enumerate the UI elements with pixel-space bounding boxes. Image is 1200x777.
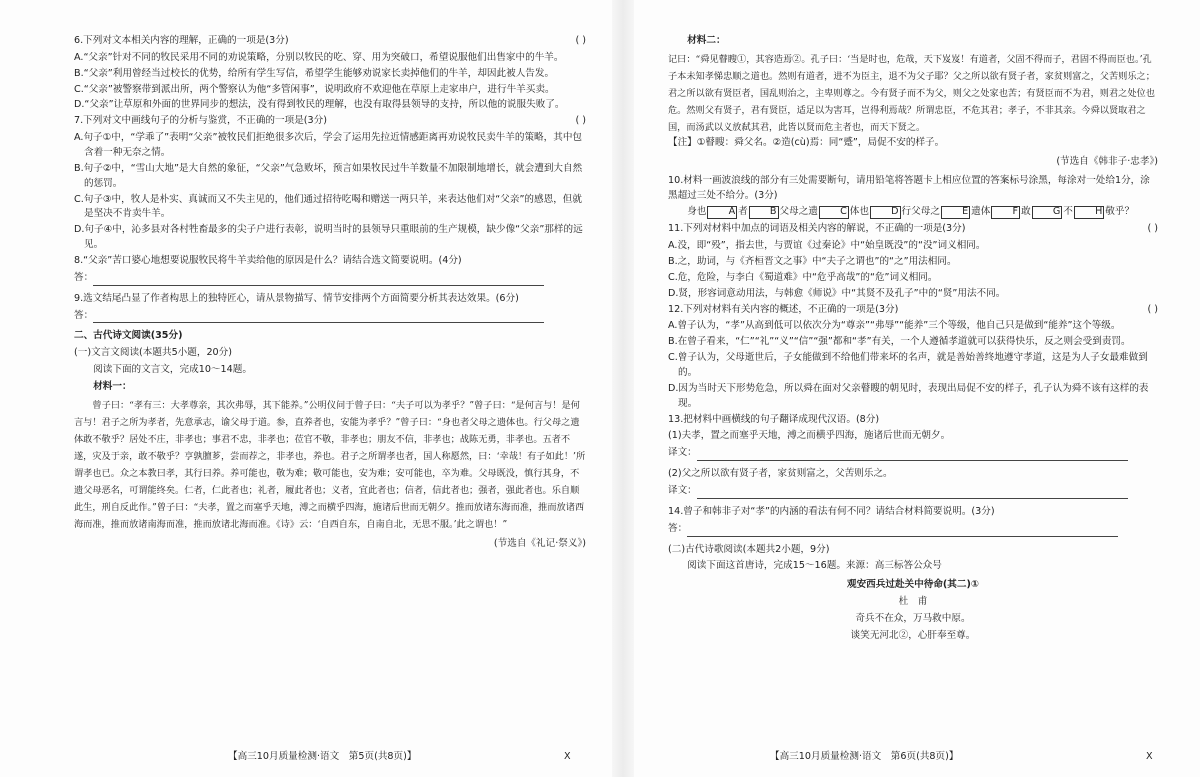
break-option[interactable]: B — [749, 206, 779, 219]
material-2-text: 记曰：“舜见瞽瞍①，其容造焉②。孔子曰：‘当是时也，危哉，天下岌岌！有道者，父固不得而子，君固不得而臣也。’孔子本未知孝悌忠顺之道也。然则有道者，进不为臣主，退不为父子耶？父之所以欲有贤子者，家贫则富之，父苦则乐之；君之所以欲有贤臣者，国乱则治之，主卑则尊之。今有贤子而不为父，则父之处家也苦；有贤臣而不为君，则君之处位也危。然则父有贤子，君有贤臣，适足以为害耳，岂得利焉哉？所谓忠臣，不危其君；孝子，不非其亲。今舜以贤取君之国，而汤武以义放弑其君，此皆以贤而危主者也，而天下贤之。 — [668, 53, 1155, 133]
question-13 — [668, 413, 1158, 499]
sentence-part: 遗体 — [971, 206, 991, 218]
material-1-text: 曾子曰：“孝有三：大孝尊亲，其次弗辱，其下能养。”公明仪问于曾子曰：“夫子可以为孝乎？”曾子曰：“是何言与！是何言与！君子之所为孝者，先意承志，谕父母于道。参，直养者也，安能为孝乎？”曾子曰：“身也者父母之遗体也。行父母之遗体敢不敬乎？居处不庄，非孝也；事君不忠，非孝也；莅官不敬，非孝也；朋友不信，非孝也；战陈无勇，非孝也。五者不遂，灾及于亲，敢不敬乎？亨孰膻芗，尝而荐之，非孝也，养也。君子之所谓孝也者，国人称愿然，曰：‘幸哉！有子如此！’所谓孝也已。众之本教曰孝，其行曰养。养可能也，敬为难；敬可能也，安为难；安可能也，卒为难。父母既没，慎行其身，不遗父母恶名，可谓能终矣。仁者，仁此者也；礼者，履此者也；义者，宜此者也；信者，信此者也；强者，强此者也。乐自顺此生，刑自反此作。”曾子曰：“夫孝，置之而塞乎天地，溥之而横乎四海，施诸后世而无朝夕。推而放诸东海而准，推而放诸西海而准，推而放诸南海而准，推而放诸北海而准。《诗》云：‘自西自东，自南自北，无思不服。’此之谓也！” — [74, 399, 586, 531]
material-title: 材料二： — [687, 35, 726, 46]
reading-intro: 阅读下面这首唐诗，完成15～16题。来源：高三标答公众号 — [687, 560, 942, 572]
option-b: B.之，助词，与《齐桓晋文之事》中“夫子之谓也”的“之”用法相同。 — [668, 255, 957, 267]
question-8 — [74, 254, 586, 286]
question-stem: 11.下列对材料中加点的词语及相关内容的解说，不正确的一项是(3分) — [668, 223, 966, 235]
answer-line[interactable] — [687, 526, 1118, 537]
subsection-heading: (一)文言文阅读(本题共5小题，20分) — [74, 347, 233, 359]
answer-paren: ( ) — [575, 35, 586, 46]
question-14 — [668, 505, 1158, 537]
answer-line[interactable] — [697, 450, 1128, 461]
option-b: B.在曾子看来，“仁”“礼”“义”“信”“强”都和“孝”有关，一个人遵循孝道就可以获得快乐，反之则会受到责罚。 — [668, 336, 1131, 348]
question-stem: 8.“父亲”苦口婆心地想要说服牧民将牛羊卖给他的原因是什么？请结合选文简要说明。(4分) — [74, 255, 462, 267]
option-b: B.句子②中，“雪山大地”是大自然的象征，“父亲”气急败坏，预言如果牧民过牛羊数量不加限制地增长，就会遭到大自然的惩罚。 — [74, 162, 583, 189]
reading-intro: 阅读下面的文言文，完成10～14题。 — [93, 364, 252, 376]
translation-label: 译文： — [668, 447, 697, 459]
footer-text: 【高三10月质量检测·语文 第6页(共8页)】 — [770, 751, 959, 763]
option-d: D.因为当时天下形势危急，所以舜在面对父亲瞽瞍的朝见时，表现出局促不安的样子，孔子认为舜不该有这样的表现。 — [668, 382, 1149, 409]
question-6 — [74, 34, 586, 113]
annotation-note: 【注】①瞽瞍：舜父名。②造(cù)焉：同“蹙”，局促不安的样子。 — [668, 136, 945, 148]
option-b: B.“父亲”利用曾经当过校长的优势，给所有学生写信，希望学生能够劝说家长卖掉他们的牛羊，却因此被人告发。 — [74, 67, 555, 79]
sentence-part: 身也 — [687, 206, 707, 218]
question-9 — [74, 292, 586, 324]
right-page — [668, 34, 1158, 743]
poem-author: 杜 甫 — [898, 596, 928, 608]
break-option[interactable]: E — [941, 206, 970, 219]
option-d: D.“父亲”让草原和外面的世界同步的想法，没有得到牧民的理解，也没有取得县领导的支持，所以他的说服失败了。 — [74, 99, 565, 111]
question-stem: 12.下列对材料有关内容的概述，不正确的一项是(3分) — [668, 303, 899, 315]
sentence-part: 行父母之 — [901, 206, 940, 218]
sentence-part: 敬乎？ — [1105, 206, 1135, 218]
question-7 — [74, 114, 586, 253]
material-title: 材料一： — [93, 381, 132, 393]
subsection-heading: (二)古代诗歌阅读(本题共2小题，9分) — [668, 543, 830, 555]
question-12 — [668, 303, 1158, 412]
footer-text: 【高三10月质量检测·语文 第5页(共8页)】 — [228, 751, 417, 763]
sentence-part: 敢 — [1021, 206, 1031, 218]
break-option[interactable]: D — [870, 206, 901, 219]
translate-sentence-2: (2)父之所以欲有贤子者，家贫则富之，父苦则乐之。 — [668, 468, 893, 480]
answer-label: 答： — [668, 522, 688, 534]
option-a: A.曾子认为，“孝”从高到低可以依次分为“尊亲”“弗辱”“能养”三个等级，他自己只是做到“能养”这个等级。 — [668, 320, 1121, 332]
option-c: C.曾子认为，父母逝世后，子女能做到不给他们带来坏的名声，就是善始善终地遵守孝道，这是为人子女最难做到的。 — [668, 352, 1148, 378]
option-d: D.贤，形容词意动用法，与韩愈《师说》中“其贤不及孔子”中的“贤”用法不同。 — [668, 287, 1006, 299]
segmentation-sentence — [668, 205, 1158, 220]
poem-line: 谈笑无河北②，心肝奉至尊。 — [850, 629, 976, 641]
option-a: A.没，即“殁”，指去世，与贾谊《过秦论》中“始皇既没”的“没”词义相同。 — [668, 240, 986, 252]
translate-sentence-1: (1)夫孝，置之而塞乎天地，溥之而横乎四海，施诸后世而无朝夕。 — [668, 430, 951, 442]
option-d: D.句子④中，沁多县对各村牲畜最多的尖子户进行表彰，说明当时的县领导只重眼前的生产规模，缺少像“父亲”那样的远见。 — [74, 224, 583, 251]
question-stem: 7.下列对文中画线句子的分析与鉴赏，不正确的一项是(3分) — [74, 115, 327, 127]
break-option[interactable]: C — [819, 206, 849, 219]
break-option[interactable]: H — [1074, 206, 1104, 219]
sentence-part: 者 — [738, 206, 748, 218]
sentence-part: 不 — [1063, 206, 1073, 218]
question-stem: 14.曾子和韩非子对“孝”的内涵的看法有何不同？请结合材料简要说明。(3分) — [668, 505, 995, 517]
page-footer-left — [228, 750, 588, 765]
option-c: C.“父亲”被警察带到派出所，两个警察认为他“多管闲事”，说明政府不欢迎他在草原上走家串户，进行牛羊买卖。 — [74, 83, 555, 95]
question-10 — [668, 174, 1158, 221]
answer-paren: ( ) — [575, 115, 586, 127]
poem-title: 观安西兵过赴关中待命(其二)① — [846, 579, 980, 591]
question-stem: 13.把材料中画横线的句子翻译成现代汉语。(8分) — [668, 413, 880, 425]
section-heading: 二、古代诗文阅读(35分) — [74, 330, 183, 342]
answer-line[interactable] — [697, 488, 1128, 499]
option-a: A.句子①中，“学乖了”表明“父亲”被牧民们拒绝很多次后，学会了运用先拉近情感距离再劝说牧民卖牛羊的策略，其中包含着一种无奈之情。 — [74, 132, 583, 159]
break-option[interactable]: G — [1032, 206, 1063, 219]
break-option[interactable]: F — [991, 206, 1020, 219]
question-stem: 9.选文结尾凸显了作者构思上的独特匠心，请从景物描写、情节安排两个方面简要分析其表达效果。(6分) — [74, 292, 519, 304]
footer-mark: X — [564, 751, 571, 763]
answer-paren: ( ) — [1147, 223, 1158, 235]
answer-label: 答： — [74, 309, 94, 321]
question-stem: 10.材料一画波浪线的部分有三处需要断句，请用铅笔将答题卡上相应位置的答案标号涂黑，每涂对一处给1分，涂黑超过三处不给分。(3分) — [668, 174, 1150, 201]
question-stem: 6.下列对文本相关内容的理解，正确的一项是(3分) — [74, 35, 289, 46]
option-c: C.句子③中，牧人是朴实、真诚而又不失主见的，他们通过招待吃喝和赠送一两只羊，来表达他们对“父亲”的感恩，但就是坚决不肯卖牛羊。 — [74, 193, 582, 220]
option-a: A.“父亲”针对不同的牧民采用不同的劝说策略，分别以牧民的吃、穿、用为突破口，希望说服他们出售家中的牛羊。 — [74, 51, 564, 63]
question-11 — [668, 222, 1158, 301]
footer-mark: X — [1146, 751, 1153, 763]
answer-line[interactable] — [93, 275, 544, 286]
poem-line: 奇兵不在众，万马救中原。 — [855, 613, 971, 624]
option-c: C.危，危险，与李白《蜀道难》中“危乎高哉”的“危”词义相同。 — [668, 271, 938, 283]
answer-label: 答： — [74, 271, 94, 283]
answer-paren: ( ) — [1147, 303, 1158, 315]
left-page — [74, 34, 586, 743]
break-option[interactable]: A — [707, 206, 737, 219]
source-note: (节选自《礼记·祭义》) — [493, 538, 586, 550]
source-note: (节选自《韩非子·忠孝》) — [1056, 155, 1158, 167]
sentence-part: 父母之遗 — [779, 206, 818, 218]
answer-line[interactable] — [93, 312, 544, 323]
page-footer-right — [770, 750, 1170, 765]
page-fold — [612, 0, 634, 777]
sentence-part: 体也 — [849, 206, 869, 218]
translation-label: 译文： — [668, 484, 697, 496]
